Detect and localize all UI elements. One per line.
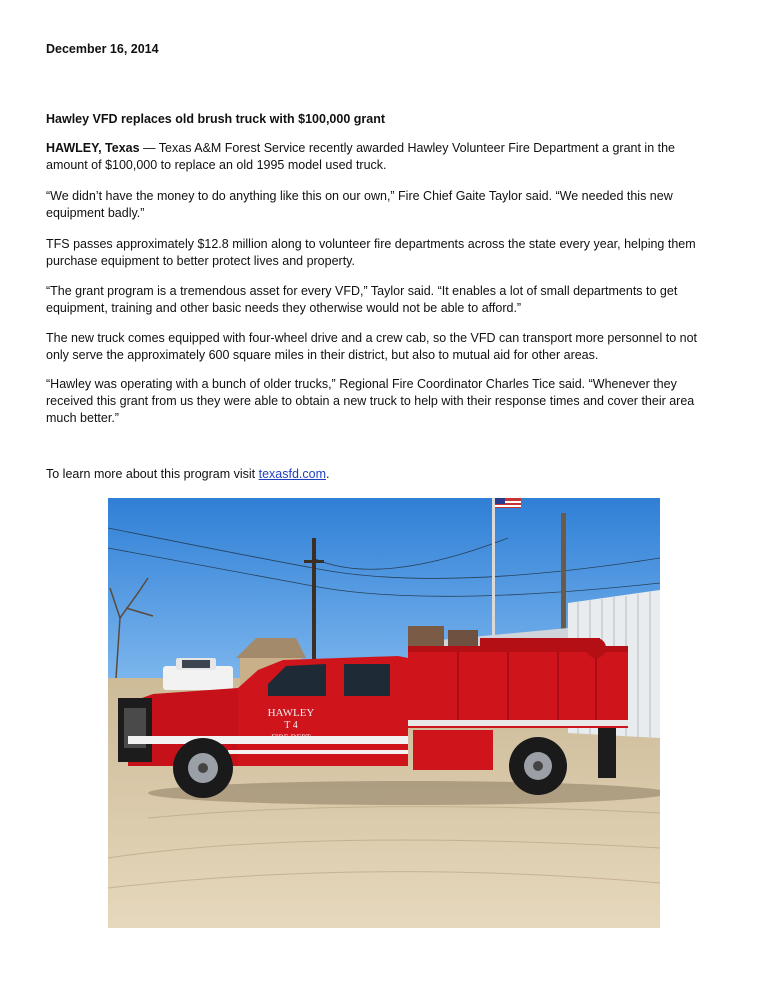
article-date: December 16, 2014 [46, 42, 159, 56]
door-text-line2: T 4 [284, 720, 298, 731]
american-flag [495, 498, 521, 508]
paragraph-6: “Hawley was operating with a bunch of older trucks,” Regional Fire Coordinator Charles Tice said. “Whenever they received this grant from us they were able to obtain a new truck to help with their response times and cover their area much better.” [46, 377, 695, 425]
utility-body [408, 648, 628, 728]
paragraph-1-text: Texas A&M Forest Service recently awarded Hawley Volunteer Fire Department a grant in the amount of $100,000 to replace an old 1995 model used truck. [46, 141, 676, 172]
texasfd-link[interactable]: texasfd.com [258, 467, 326, 481]
article-headline: Hawley VFD replaces old brush truck with $100,000 grant [46, 112, 386, 126]
paragraph-3: TFS passes approximately $12.8 million along to volunteer fire departments across the state every year, helping them purchase equipment to better protect lives and property. [46, 237, 696, 268]
white-stripe [128, 736, 408, 744]
fire-truck-photo [108, 498, 660, 928]
paragraph-4: “The grant program is a tremendous asset for every VFD,” Taylor said. “It enables a lot of small departments to get equipment, training and other basic needs they otherwise would not be able to afford.” [46, 284, 678, 315]
storage-tank [408, 626, 444, 646]
rear-wheel [509, 737, 567, 795]
learn-more-prefix: To learn more about this program visit [46, 467, 259, 481]
door-text-line1: HAWLEY [267, 707, 315, 719]
door-text-line3: FIRE DEPT [271, 733, 311, 742]
front-wheel [173, 738, 233, 798]
dateline-dash: — [139, 141, 159, 155]
paragraph-1 [46, 140, 706, 174]
utility-pole [312, 538, 316, 668]
dateline-location: HAWLEY, Texas [46, 141, 140, 155]
flagpole [492, 498, 495, 648]
learn-more-line [46, 466, 706, 483]
paragraph-2: “We didn’t have the money to do anything like this on our own,” Fire Chief Gaite Taylor said. “We needed this new equipment badly.” [46, 189, 673, 220]
paragraph-5: The new truck comes equipped with four-wheel drive and a crew cab, so the VFD can transport more personnel to not only serve the approximately 600 square miles in their district, but also to mutual aid for other areas. [46, 331, 698, 362]
learn-more-suffix: . [325, 467, 330, 481]
